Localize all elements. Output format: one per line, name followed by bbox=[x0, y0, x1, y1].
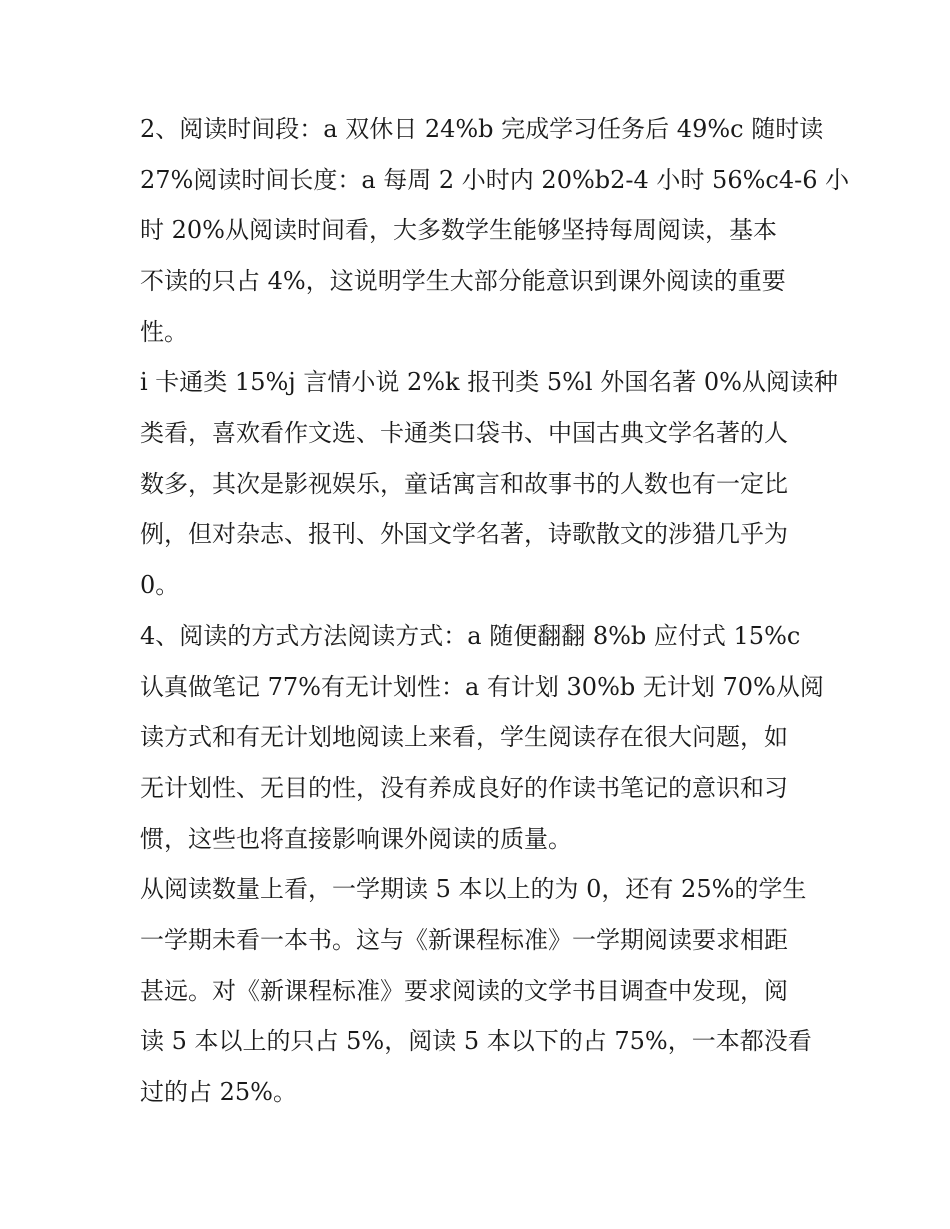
text-line: 认真做笔记 77%有无计划性：a 有计划 30%b 无计划 70%从阅 bbox=[140, 673, 824, 701]
text-line: 无计划性、无目的性，没有养成良好的作读书笔记的意识和习 bbox=[140, 774, 788, 802]
text-line: 4、阅读的方式方法阅读方式：a 随便翻翻 8%b 应付式 15%c bbox=[140, 622, 801, 650]
text-line: 不读的只占 4%，这说明学生大部分能意识到课外阅读的重要 bbox=[140, 267, 786, 295]
text-line: 性。 bbox=[140, 318, 188, 346]
text-line: 类看，喜欢看作文选、卡通类口袋书、中国古典文学名著的人 bbox=[140, 419, 788, 447]
text-line: i 卡通类 15%j 言情小说 2%k 报刊类 5%l 外国名著 0%从阅读种 bbox=[140, 368, 838, 396]
text-line: 过的占 25%。 bbox=[140, 1078, 297, 1106]
text-line: 0。 bbox=[140, 571, 180, 599]
text-line: 27%阅读时间长度：a 每周 2 小时内 20%b2-4 小时 56%c4-6 小 bbox=[140, 166, 850, 194]
text-line: 时 20%从阅读时间看，大多数学生能够坚持每周阅读，基本 bbox=[140, 216, 777, 244]
text-line: 读方式和有无计划地阅读上来看，学生阅读存在很大问题，如 bbox=[140, 723, 788, 751]
text-line: 甚远。对《新课程标准》要求阅读的文学书目调查中发现，阅 bbox=[140, 977, 788, 1005]
text-line: 读 5 本以上的只占 5%，阅读 5 本以下的占 75%，一本都没看 bbox=[140, 1027, 812, 1055]
text-line: 惯，这些也将直接影响课外阅读的质量。 bbox=[140, 825, 572, 853]
text-line: 从阅读数量上看，一学期读 5 本以上的为 0，还有 25%的学生 bbox=[140, 875, 807, 903]
text-line: 例，但对杂志、报刊、外国文学名著，诗歌散文的涉猎几乎为 bbox=[140, 520, 788, 548]
text-line: 一学期未看一本书。这与《新课程标准》一学期阅读要求相距 bbox=[140, 926, 788, 954]
text-line: 2、阅读时间段：a 双休日 24%b 完成学习任务后 49%c 随时读 bbox=[140, 115, 824, 143]
text-line: 数多，其次是影视娱乐，童话寓言和故事书的人数也有一定比 bbox=[140, 470, 788, 498]
